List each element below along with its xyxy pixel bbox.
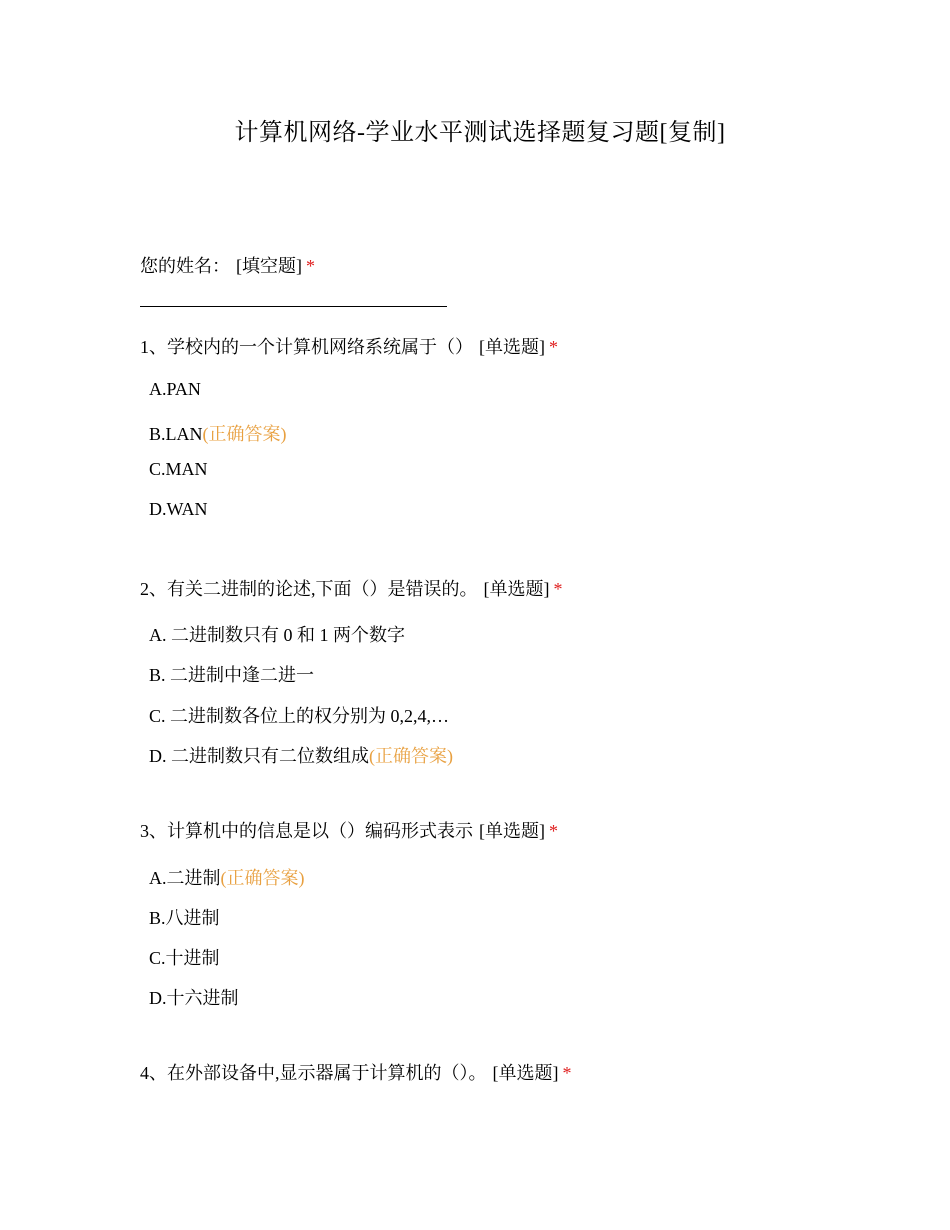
question-type: [单选题] (479, 337, 545, 357)
name-label: 您的姓名： (140, 256, 230, 276)
q3-option-d[interactable]: D.十六进制 (149, 988, 239, 1008)
required-mark: * (549, 821, 558, 841)
name-input-line[interactable] (140, 306, 447, 307)
q2-option-c[interactable]: C. 二进制数各位上的权分别为 0,2,4,… (149, 706, 450, 726)
correct-answer-mark: (正确答案) (202, 424, 287, 444)
q1-option-c[interactable]: C.MAN (149, 459, 208, 479)
question-2 (140, 575, 563, 601)
question-text: 2、有关二进制的论述,下面（）是错误的。 (140, 579, 478, 599)
q1-option-b[interactable]: B.LAN(正确答案) (149, 424, 287, 444)
question-1 (140, 333, 558, 359)
question-text: 3、计算机中的信息是以（）编码形式表示 (140, 821, 473, 841)
required-mark: * (562, 1063, 572, 1083)
question-4 (140, 1059, 572, 1085)
q2-option-d[interactable]: D. 二进制数只有二位数组成(正确答案) (149, 746, 453, 766)
q1-option-d[interactable]: D.WAN (149, 499, 208, 519)
question-text: 4、在外部设备中,显示器属于计算机的（）。 (140, 1063, 487, 1083)
required-mark: * (549, 337, 558, 357)
question-text: 1、学校内的一个计算机网络系统属于（） (140, 337, 473, 357)
q2-option-a[interactable]: A. 二进制数只有 0 和 1 两个数字 (149, 625, 405, 645)
q3-option-c[interactable]: C.十进制 (149, 948, 220, 968)
q3-option-a[interactable]: A.二进制(正确答案) (149, 868, 305, 888)
required-mark: * (306, 256, 315, 276)
correct-answer-mark: (正确答案) (220, 868, 305, 888)
question-3 (140, 817, 558, 843)
question-type: [填空题] (236, 256, 302, 276)
q2-option-b[interactable]: B. 二进制中逢二进一 (149, 665, 315, 685)
name-question (140, 252, 315, 278)
question-type: [单选题] (479, 821, 545, 841)
page-title: 计算机网络-学业水平测试选择题复习题[复制] (234, 120, 726, 146)
question-type: [单选题] (483, 579, 550, 599)
required-mark: * (553, 579, 563, 599)
correct-answer-mark: (正确答案) (369, 746, 453, 766)
question-type: [单选题] (492, 1063, 559, 1083)
q3-option-b[interactable]: B.八进制 (149, 908, 220, 928)
q1-option-a[interactable]: A.PAN (149, 379, 201, 399)
